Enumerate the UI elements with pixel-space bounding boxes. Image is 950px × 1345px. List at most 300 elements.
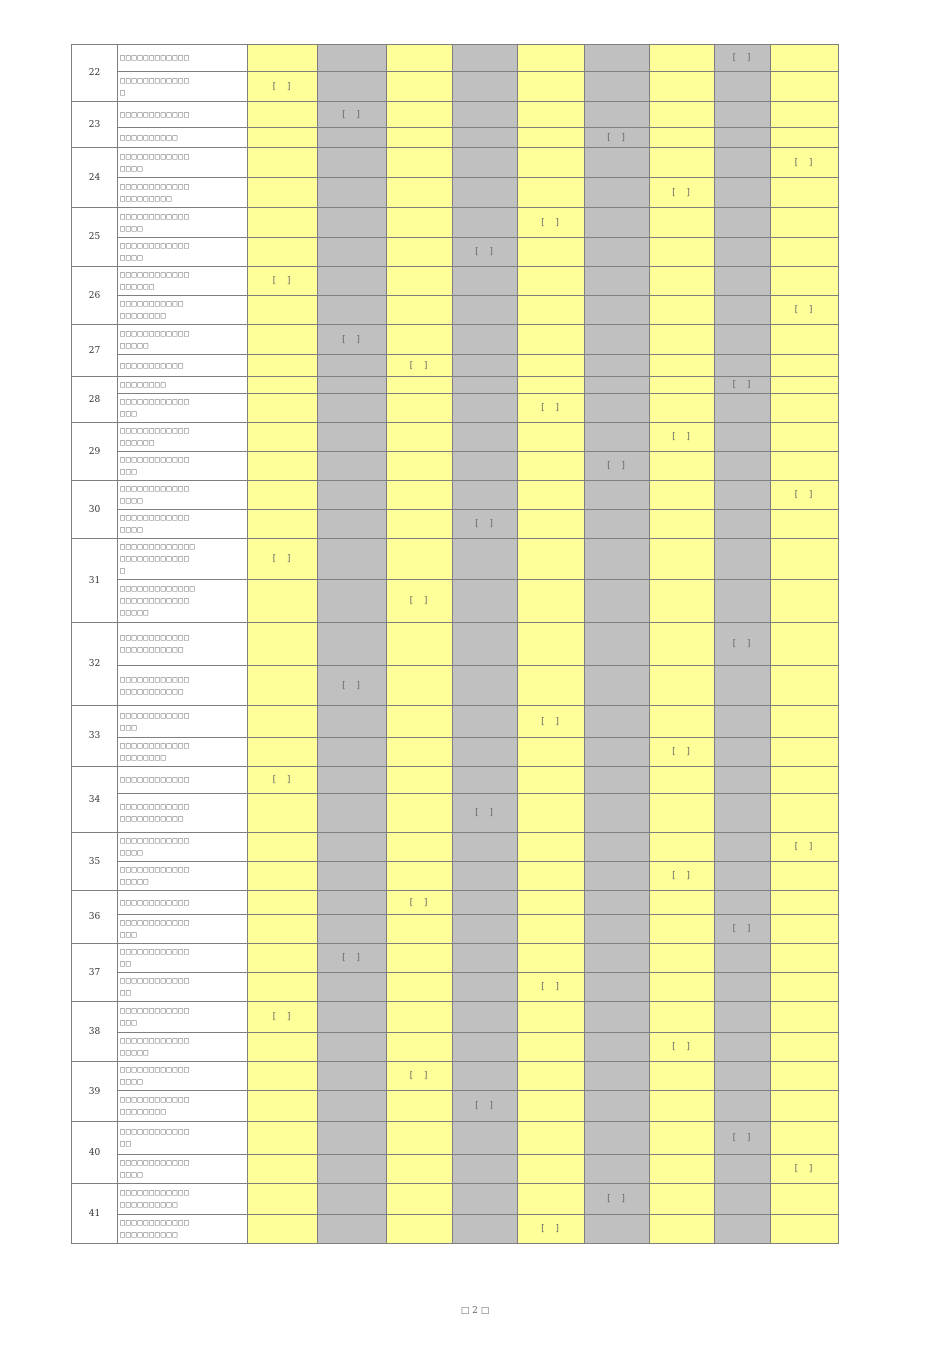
option-cell-4 bbox=[453, 148, 518, 178]
option-cell-6 bbox=[585, 178, 650, 208]
question-text: □□□□□□□□□□□□ □□□□□□ bbox=[118, 267, 248, 296]
option-cell-1 bbox=[248, 666, 318, 706]
option-cell-4 bbox=[453, 580, 518, 623]
option-cell-8 bbox=[715, 580, 771, 623]
option-cell-9 bbox=[771, 862, 839, 891]
option-cell-9 bbox=[771, 128, 839, 148]
option-cell-7 bbox=[650, 539, 715, 580]
option-cell-4 bbox=[453, 481, 518, 510]
question-text: □□□□□□□□□□□□ □□□□ bbox=[118, 1062, 248, 1091]
option-cell-2 bbox=[318, 325, 387, 355]
checkbox-bracket[interactable]: [ ] bbox=[793, 1164, 816, 1174]
option-cell-1 bbox=[248, 891, 318, 915]
option-cell-5 bbox=[518, 623, 585, 666]
table-row bbox=[72, 915, 839, 944]
option-cell-6 bbox=[585, 973, 650, 1002]
option-cell-8 bbox=[715, 1122, 771, 1155]
question-text: □□□□□□□□□□□□ bbox=[118, 102, 248, 128]
question-text: □□□□□□□□□□□□ □□□□ bbox=[118, 510, 248, 539]
option-cell-2 bbox=[318, 423, 387, 452]
table-row bbox=[72, 1033, 839, 1062]
question-number: 40 bbox=[72, 1122, 118, 1184]
question-number: 22 bbox=[72, 45, 118, 102]
option-cell-7 bbox=[650, 208, 715, 238]
option-cell-4 bbox=[453, 178, 518, 208]
option-cell-4 bbox=[453, 102, 518, 128]
question-text: □□□□□□□□□□□□ □□□□□ bbox=[118, 325, 248, 355]
option-cell-9 bbox=[771, 296, 839, 325]
option-cell-8 bbox=[715, 539, 771, 580]
option-cell-1 bbox=[248, 128, 318, 148]
option-cell-8 bbox=[715, 1033, 771, 1062]
checkbox-bracket[interactable]: [ ] bbox=[793, 305, 816, 315]
option-cell-7 bbox=[650, 481, 715, 510]
option-cell-8 bbox=[715, 72, 771, 102]
option-cell-3 bbox=[387, 102, 453, 128]
option-cell-3 bbox=[387, 394, 453, 423]
question-text: □□□□□□□□□□□□ □□□□□□□□□□□ bbox=[118, 623, 248, 666]
option-cell-8 bbox=[715, 355, 771, 377]
option-cell-7 bbox=[650, 72, 715, 102]
option-cell-6 bbox=[585, 452, 650, 481]
option-cell-8 bbox=[715, 767, 771, 794]
checkbox-bracket[interactable]: [ ] bbox=[670, 871, 694, 881]
option-cell-9 bbox=[771, 915, 839, 944]
option-cell-1 bbox=[248, 102, 318, 128]
option-cell-8 bbox=[715, 666, 771, 706]
option-cell-2 bbox=[318, 1122, 387, 1155]
checkbox-bracket[interactable]: [ ] bbox=[340, 680, 364, 691]
option-cell-3 bbox=[387, 1155, 453, 1184]
question-number: 31 bbox=[72, 539, 118, 623]
option-cell-6 bbox=[585, 1184, 650, 1215]
table-row bbox=[72, 128, 839, 148]
option-cell-2 bbox=[318, 452, 387, 481]
option-cell-4 bbox=[453, 1155, 518, 1184]
option-cell-3 bbox=[387, 738, 453, 767]
checkbox-bracket[interactable]: [ ] bbox=[340, 109, 364, 120]
option-cell-7 bbox=[650, 1091, 715, 1122]
option-cell-8 bbox=[715, 915, 771, 944]
checkbox-bracket[interactable]: [ ] bbox=[271, 1012, 294, 1022]
option-cell-6 bbox=[585, 1062, 650, 1091]
checkbox-bracket[interactable]: [ ] bbox=[271, 276, 294, 286]
table-row bbox=[72, 238, 839, 267]
question-text: □□□□□□□□□□□□ □□□□ bbox=[118, 481, 248, 510]
checkbox-bracket[interactable]: [ ] bbox=[731, 639, 754, 649]
option-cell-6 bbox=[585, 1122, 650, 1155]
option-cell-4 bbox=[453, 973, 518, 1002]
option-cell-5 bbox=[518, 738, 585, 767]
question-number: 30 bbox=[72, 481, 118, 539]
table-row bbox=[72, 706, 839, 738]
option-cell-6 bbox=[585, 738, 650, 767]
option-cell-3 bbox=[387, 238, 453, 267]
option-cell-9 bbox=[771, 833, 839, 862]
checkbox-bracket[interactable]: [ ] bbox=[670, 187, 694, 198]
option-cell-4 bbox=[453, 539, 518, 580]
option-cell-4 bbox=[453, 623, 518, 666]
checkbox-bracket[interactable]: [ ] bbox=[793, 842, 816, 852]
option-cell-3 bbox=[387, 1122, 453, 1155]
option-cell-1 bbox=[248, 481, 318, 510]
table-row bbox=[72, 833, 839, 862]
option-cell-7 bbox=[650, 102, 715, 128]
checkbox-bracket[interactable]: [ ] bbox=[340, 334, 364, 345]
table-row bbox=[72, 973, 839, 1002]
option-cell-3 bbox=[387, 510, 453, 539]
question-text: □□□□□□□□□□□□ □□□□ bbox=[118, 238, 248, 267]
option-cell-1 bbox=[248, 296, 318, 325]
option-cell-8 bbox=[715, 862, 771, 891]
table-row bbox=[72, 580, 839, 623]
option-cell-3 bbox=[387, 706, 453, 738]
option-cell-5 bbox=[518, 296, 585, 325]
option-cell-3 bbox=[387, 1091, 453, 1122]
option-cell-8 bbox=[715, 1215, 771, 1244]
option-cell-1 bbox=[248, 580, 318, 623]
checkbox-bracket[interactable]: [ ] bbox=[670, 432, 694, 442]
option-cell-4 bbox=[453, 706, 518, 738]
checkbox-bracket[interactable]: [ ] bbox=[539, 1224, 563, 1234]
option-cell-5 bbox=[518, 891, 585, 915]
option-cell-7 bbox=[650, 915, 715, 944]
checkbox-bracket[interactable]: [ ] bbox=[473, 808, 497, 818]
option-cell-8 bbox=[715, 1184, 771, 1215]
option-cell-5 bbox=[518, 45, 585, 72]
option-cell-5 bbox=[518, 423, 585, 452]
option-cell-9 bbox=[771, 1184, 839, 1215]
checkbox-bracket[interactable]: [ ] bbox=[408, 596, 431, 606]
option-cell-2 bbox=[318, 481, 387, 510]
option-cell-5 bbox=[518, 238, 585, 267]
option-cell-1 bbox=[248, 862, 318, 891]
option-cell-1 bbox=[248, 325, 318, 355]
option-cell-7 bbox=[650, 580, 715, 623]
option-cell-7 bbox=[650, 1002, 715, 1033]
option-cell-8 bbox=[715, 706, 771, 738]
checkbox-bracket[interactable]: [ ] bbox=[539, 403, 563, 413]
option-cell-5 bbox=[518, 944, 585, 973]
option-cell-9 bbox=[771, 1155, 839, 1184]
checkbox-bracket[interactable]: [ ] bbox=[473, 519, 497, 529]
option-cell-2 bbox=[318, 510, 387, 539]
option-cell-4 bbox=[453, 891, 518, 915]
question-text: □□□□□□□□□□□□ □□□ bbox=[118, 394, 248, 423]
option-cell-4 bbox=[453, 944, 518, 973]
option-cell-2 bbox=[318, 623, 387, 666]
option-cell-8 bbox=[715, 481, 771, 510]
option-cell-6 bbox=[585, 666, 650, 706]
question-text: □□□□□□□□□□□□ bbox=[118, 767, 248, 794]
question-text: □□□□□□□□□□□□ bbox=[118, 45, 248, 72]
option-cell-7 bbox=[650, 973, 715, 1002]
option-cell-8 bbox=[715, 623, 771, 666]
option-cell-5 bbox=[518, 973, 585, 1002]
option-cell-5 bbox=[518, 452, 585, 481]
checkbox-bracket[interactable]: [ ] bbox=[408, 360, 431, 371]
option-cell-4 bbox=[453, 1184, 518, 1215]
option-cell-6 bbox=[585, 580, 650, 623]
question-text: □□□□□□□□□□□□ □□□ bbox=[118, 915, 248, 944]
option-cell-2 bbox=[318, 1184, 387, 1215]
option-cell-4 bbox=[453, 1091, 518, 1122]
option-cell-6 bbox=[585, 915, 650, 944]
option-cell-3 bbox=[387, 1002, 453, 1033]
option-cell-3 bbox=[387, 148, 453, 178]
option-cell-8 bbox=[715, 296, 771, 325]
option-cell-8 bbox=[715, 738, 771, 767]
option-cell-3 bbox=[387, 267, 453, 296]
checkbox-bracket[interactable]: [ ] bbox=[605, 132, 629, 143]
question-text: □□□□□□□□□□□□□ □□□□□□□□□□□□ □□□□□ bbox=[118, 580, 248, 623]
option-cell-9 bbox=[771, 666, 839, 706]
option-cell-4 bbox=[453, 394, 518, 423]
option-cell-2 bbox=[318, 128, 387, 148]
checkbox-bracket[interactable]: [ ] bbox=[793, 490, 816, 500]
question-text: □□□□□□□□□□□□ □□□□□□□□ bbox=[118, 738, 248, 767]
option-cell-7 bbox=[650, 1184, 715, 1215]
option-cell-3 bbox=[387, 178, 453, 208]
option-cell-4 bbox=[453, 355, 518, 377]
option-cell-4 bbox=[453, 738, 518, 767]
table-row bbox=[72, 1122, 839, 1155]
option-cell-8 bbox=[715, 1155, 771, 1184]
table-row bbox=[72, 666, 839, 706]
option-cell-7 bbox=[650, 1122, 715, 1155]
option-cell-4 bbox=[453, 208, 518, 238]
option-cell-4 bbox=[453, 1062, 518, 1091]
checkbox-bracket[interactable]: [ ] bbox=[271, 775, 294, 785]
option-cell-9 bbox=[771, 178, 839, 208]
question-number: 28 bbox=[72, 377, 118, 423]
checkbox-bracket[interactable]: [ ] bbox=[473, 1101, 497, 1111]
question-text: □□□□□□□□□□□□□ □□□□□□□□□□□□ □ bbox=[118, 539, 248, 580]
table-row bbox=[72, 794, 839, 833]
survey-answer-table bbox=[71, 44, 839, 1244]
table-row bbox=[72, 267, 839, 296]
table-row bbox=[72, 208, 839, 238]
question-text: □□□□□□□□□□□□ □□ bbox=[118, 944, 248, 973]
table-row bbox=[72, 377, 839, 394]
checkbox-bracket[interactable]: [ ] bbox=[539, 716, 563, 727]
option-cell-5 bbox=[518, 102, 585, 128]
option-cell-2 bbox=[318, 45, 387, 72]
question-text: □□□□□□□□□□□□ □□□□□□□□□□□ bbox=[118, 666, 248, 706]
option-cell-4 bbox=[453, 833, 518, 862]
option-cell-8 bbox=[715, 423, 771, 452]
question-number: 32 bbox=[72, 623, 118, 706]
question-text: □□□□□□□□□□□□ □□□□□□ bbox=[118, 423, 248, 452]
option-cell-2 bbox=[318, 915, 387, 944]
option-cell-2 bbox=[318, 539, 387, 580]
option-cell-7 bbox=[650, 377, 715, 394]
option-cell-9 bbox=[771, 1002, 839, 1033]
option-cell-5 bbox=[518, 794, 585, 833]
option-cell-3 bbox=[387, 539, 453, 580]
option-cell-2 bbox=[318, 666, 387, 706]
option-cell-6 bbox=[585, 394, 650, 423]
option-cell-8 bbox=[715, 794, 771, 833]
option-cell-8 bbox=[715, 128, 771, 148]
checkbox-bracket[interactable]: [ ] bbox=[731, 380, 754, 390]
question-number: 35 bbox=[72, 833, 118, 891]
option-cell-1 bbox=[248, 1122, 318, 1155]
option-cell-5 bbox=[518, 862, 585, 891]
option-cell-7 bbox=[650, 267, 715, 296]
checkbox-bracket[interactable]: [ ] bbox=[605, 461, 629, 471]
option-cell-2 bbox=[318, 944, 387, 973]
option-cell-5 bbox=[518, 1155, 585, 1184]
option-cell-6 bbox=[585, 296, 650, 325]
option-cell-2 bbox=[318, 296, 387, 325]
option-cell-2 bbox=[318, 148, 387, 178]
table-row bbox=[72, 148, 839, 178]
checkbox-bracket[interactable]: [ ] bbox=[605, 1194, 629, 1204]
option-cell-2 bbox=[318, 767, 387, 794]
question-text: □□□□□□□□□□□□ □□□□ bbox=[118, 208, 248, 238]
option-cell-9 bbox=[771, 1062, 839, 1091]
table-row bbox=[72, 510, 839, 539]
option-cell-7 bbox=[650, 1215, 715, 1244]
option-cell-6 bbox=[585, 706, 650, 738]
option-cell-9 bbox=[771, 481, 839, 510]
question-text: □□□□□□□□ bbox=[118, 377, 248, 394]
option-cell-6 bbox=[585, 510, 650, 539]
option-cell-5 bbox=[518, 539, 585, 580]
checkbox-bracket[interactable]: [ ] bbox=[539, 217, 563, 228]
question-number: 36 bbox=[72, 891, 118, 944]
option-cell-2 bbox=[318, 394, 387, 423]
option-cell-5 bbox=[518, 510, 585, 539]
option-cell-6 bbox=[585, 1155, 650, 1184]
table-row bbox=[72, 102, 839, 128]
table-row bbox=[72, 1091, 839, 1122]
option-cell-6 bbox=[585, 539, 650, 580]
checkbox-bracket[interactable]: [ ] bbox=[731, 53, 754, 63]
option-cell-7 bbox=[650, 666, 715, 706]
option-cell-1 bbox=[248, 355, 318, 377]
table-row bbox=[72, 1155, 839, 1184]
option-cell-9 bbox=[771, 355, 839, 377]
table-row bbox=[72, 1215, 839, 1244]
option-cell-6 bbox=[585, 1215, 650, 1244]
option-cell-2 bbox=[318, 794, 387, 833]
option-cell-9 bbox=[771, 102, 839, 128]
option-cell-1 bbox=[248, 423, 318, 452]
option-cell-9 bbox=[771, 944, 839, 973]
option-cell-4 bbox=[453, 666, 518, 706]
table-row bbox=[72, 423, 839, 452]
option-cell-6 bbox=[585, 862, 650, 891]
option-cell-9 bbox=[771, 45, 839, 72]
option-cell-6 bbox=[585, 423, 650, 452]
option-cell-6 bbox=[585, 377, 650, 394]
option-cell-1 bbox=[248, 794, 318, 833]
option-cell-2 bbox=[318, 1033, 387, 1062]
option-cell-6 bbox=[585, 45, 650, 72]
option-cell-1 bbox=[248, 623, 318, 666]
option-cell-1 bbox=[248, 72, 318, 102]
option-cell-7 bbox=[650, 325, 715, 355]
option-cell-9 bbox=[771, 452, 839, 481]
table-row bbox=[72, 944, 839, 973]
option-cell-1 bbox=[248, 452, 318, 481]
question-number: 24 bbox=[72, 148, 118, 208]
option-cell-9 bbox=[771, 238, 839, 267]
option-cell-8 bbox=[715, 1002, 771, 1033]
table-row bbox=[72, 862, 839, 891]
checkbox-bracket[interactable]: [ ] bbox=[271, 81, 294, 92]
option-cell-5 bbox=[518, 1033, 585, 1062]
option-cell-4 bbox=[453, 1122, 518, 1155]
option-cell-4 bbox=[453, 1215, 518, 1244]
option-cell-2 bbox=[318, 706, 387, 738]
option-cell-1 bbox=[248, 1184, 318, 1215]
option-cell-2 bbox=[318, 1155, 387, 1184]
question-text: □□□□□□□□□□□ bbox=[118, 355, 248, 377]
table-row bbox=[72, 767, 839, 794]
option-cell-2 bbox=[318, 580, 387, 623]
option-cell-3 bbox=[387, 666, 453, 706]
checkbox-bracket[interactable]: [ ] bbox=[408, 897, 431, 908]
option-cell-6 bbox=[585, 623, 650, 666]
option-cell-5 bbox=[518, 915, 585, 944]
option-cell-3 bbox=[387, 833, 453, 862]
option-cell-3 bbox=[387, 862, 453, 891]
option-cell-8 bbox=[715, 178, 771, 208]
option-cell-3 bbox=[387, 767, 453, 794]
option-cell-9 bbox=[771, 580, 839, 623]
question-text: □□□□□□□□□□□□ □ bbox=[118, 72, 248, 102]
checkbox-bracket[interactable]: [ ] bbox=[670, 1042, 694, 1052]
option-cell-1 bbox=[248, 267, 318, 296]
option-cell-4 bbox=[453, 296, 518, 325]
checkbox-bracket[interactable]: [ ] bbox=[473, 247, 497, 257]
question-text: □□□□□□□□□□□□ □□□ bbox=[118, 706, 248, 738]
question-text: □□□□□□□□□□□□ □□□□□□□□□□ bbox=[118, 1215, 248, 1244]
option-cell-9 bbox=[771, 394, 839, 423]
option-cell-7 bbox=[650, 767, 715, 794]
option-cell-5 bbox=[518, 325, 585, 355]
checkbox-bracket[interactable]: [ ] bbox=[340, 953, 364, 963]
option-cell-1 bbox=[248, 944, 318, 973]
option-cell-3 bbox=[387, 915, 453, 944]
checkbox-bracket[interactable]: [ ] bbox=[408, 1071, 431, 1081]
option-cell-9 bbox=[771, 377, 839, 394]
option-cell-7 bbox=[650, 45, 715, 72]
checkbox-bracket[interactable]: [ ] bbox=[731, 924, 754, 934]
option-cell-2 bbox=[318, 208, 387, 238]
option-cell-9 bbox=[771, 1033, 839, 1062]
question-text: □□□□□□□□□□□□ □□□□□ bbox=[118, 862, 248, 891]
option-cell-6 bbox=[585, 267, 650, 296]
question-number: 23 bbox=[72, 102, 118, 148]
checkbox-bracket[interactable]: [ ] bbox=[670, 747, 694, 757]
checkbox-bracket[interactable]: [ ] bbox=[539, 982, 563, 992]
option-cell-2 bbox=[318, 1062, 387, 1091]
option-cell-4 bbox=[453, 1033, 518, 1062]
option-cell-6 bbox=[585, 891, 650, 915]
option-cell-7 bbox=[650, 178, 715, 208]
checkbox-bracket[interactable]: [ ] bbox=[793, 157, 816, 168]
option-cell-4 bbox=[453, 267, 518, 296]
checkbox-bracket[interactable]: [ ] bbox=[731, 1133, 754, 1143]
option-cell-7 bbox=[650, 128, 715, 148]
checkbox-bracket[interactable]: [ ] bbox=[271, 554, 294, 564]
option-cell-1 bbox=[248, 1091, 318, 1122]
question-text: □□□□□□□□□□□□ □□□□□□□□□ bbox=[118, 178, 248, 208]
